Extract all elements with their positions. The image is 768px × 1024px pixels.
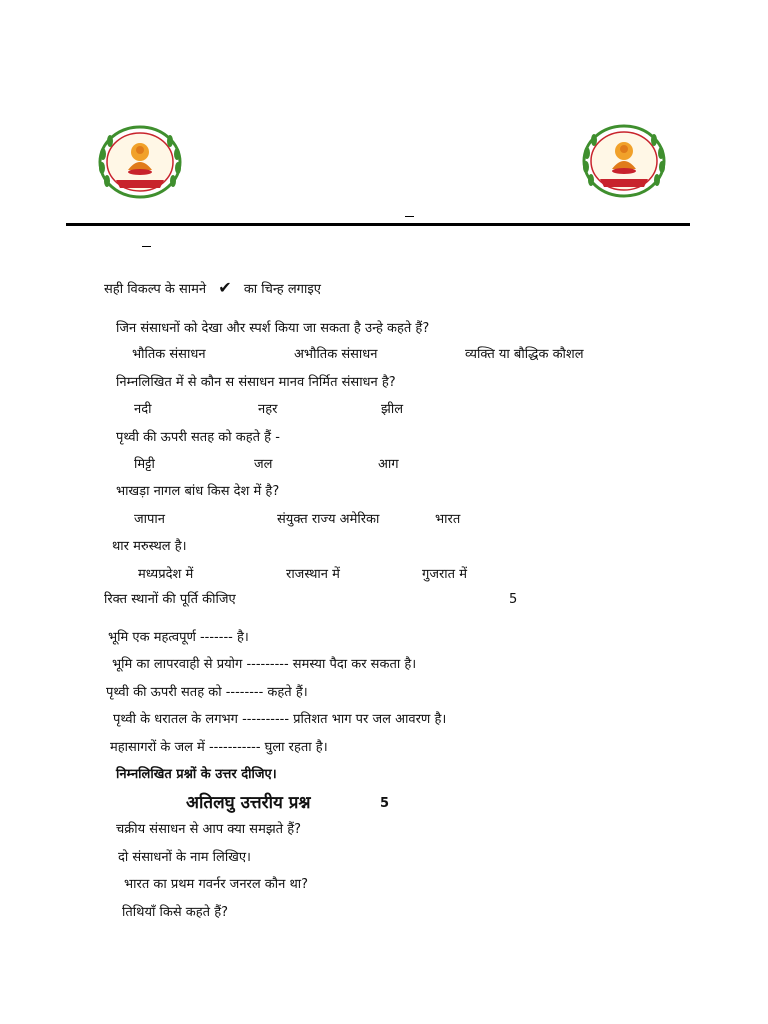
- mcq-option[interactable]: राजस्थान में: [286, 567, 340, 582]
- mcq-option[interactable]: संयुक्त राज्य अमेरिका: [277, 512, 380, 527]
- school-emblem-icon: [578, 123, 670, 203]
- fill-blank-item: महासागरों के जल में ----------- घुला रहता है।: [110, 740, 328, 755]
- mcq-option[interactable]: अभौतिक संसाधन: [294, 347, 378, 362]
- mcq-option[interactable]: भौतिक संसाधन: [132, 347, 206, 362]
- school-emblem-right: [578, 123, 670, 203]
- fill-blanks-marks: 5: [509, 592, 518, 607]
- fill-blank-item: भूमि का लापरवाही से प्रयोग --------- समस्या पैदा कर सकता है।: [112, 657, 417, 672]
- mcq-option[interactable]: व्यक्ति या बौद्धिक कौशल: [465, 347, 584, 362]
- header-dash: [405, 216, 414, 217]
- mcq-option[interactable]: झील: [381, 402, 404, 417]
- mcq-question-1: जिन संसाधनों को देखा और स्पर्श किया जा सकता है उन्हे कहते हैं?: [116, 321, 430, 336]
- mcq-option[interactable]: मिट्टी: [134, 457, 155, 472]
- mcq-option[interactable]: नदी: [134, 402, 152, 417]
- mcq-question-5: थार मरुस्थल है।: [112, 539, 187, 554]
- fill-blank-item: पृथ्वी की ऊपरी सतह को -------- कहते हैं।: [106, 685, 308, 700]
- mcq-option[interactable]: भारत: [435, 512, 461, 527]
- mcq-question-4: भाखड़ा नागल बांध किस देश में है?: [116, 484, 280, 499]
- fill-blank-item: भूमि एक महत्वपूर्ण ------- है।: [108, 630, 249, 645]
- mcq-option[interactable]: गुजरात में: [422, 567, 467, 582]
- mcq-instruction-after: का चिन्ह लगाइए: [243, 282, 321, 297]
- mcq-question-3: पृथ्वी की ऊपरी सतह को कहते हैं -: [116, 430, 280, 445]
- short-answer-heading: अतिलघु उत्तरीय प्रश्न: [186, 793, 311, 813]
- mcq-option[interactable]: जापान: [134, 512, 165, 527]
- short-answer-question: चक्रीय संसाधन से आप क्या समझते हैं?: [116, 822, 302, 837]
- header-rule: [66, 223, 690, 226]
- mcq-option[interactable]: मध्यप्रदेश में: [138, 567, 194, 582]
- short-answer-instruction: निम्नलिखित प्रश्नों के उत्तर दीजिए।: [116, 767, 277, 782]
- school-emblem-left: [94, 124, 186, 204]
- fill-blanks-heading: रिक्त स्थानों की पूर्ति कीजिए: [104, 592, 236, 607]
- mcq-option[interactable]: आग: [378, 457, 399, 472]
- mcq-instruction: [104, 279, 321, 299]
- check-mark-icon: ✔: [218, 278, 232, 297]
- subheader-dash: [142, 246, 151, 247]
- mcq-option[interactable]: नहर: [258, 402, 278, 417]
- short-answer-marks: 5: [380, 796, 390, 811]
- mcq-option[interactable]: जल: [254, 457, 273, 472]
- short-answer-question: दो संसाधनों के नाम लिखिए।: [118, 850, 251, 865]
- short-answer-question: भारत का प्रथम गवर्नर जनरल कौन था?: [124, 877, 309, 892]
- mcq-instruction-before: सही विकल्प के सामने: [104, 282, 207, 297]
- short-answer-question: तिथियाँ किसे कहते हैं?: [122, 905, 228, 920]
- fill-blank-item: पृथ्वी के धरातल के लगभग ---------- प्रतिशत भाग पर जल आवरण है।: [113, 712, 447, 727]
- school-emblem-icon: [94, 124, 186, 204]
- mcq-question-2: निम्नलिखित में से कौन स संसाधन मानव निर्मित संसाधन है?: [116, 375, 396, 390]
